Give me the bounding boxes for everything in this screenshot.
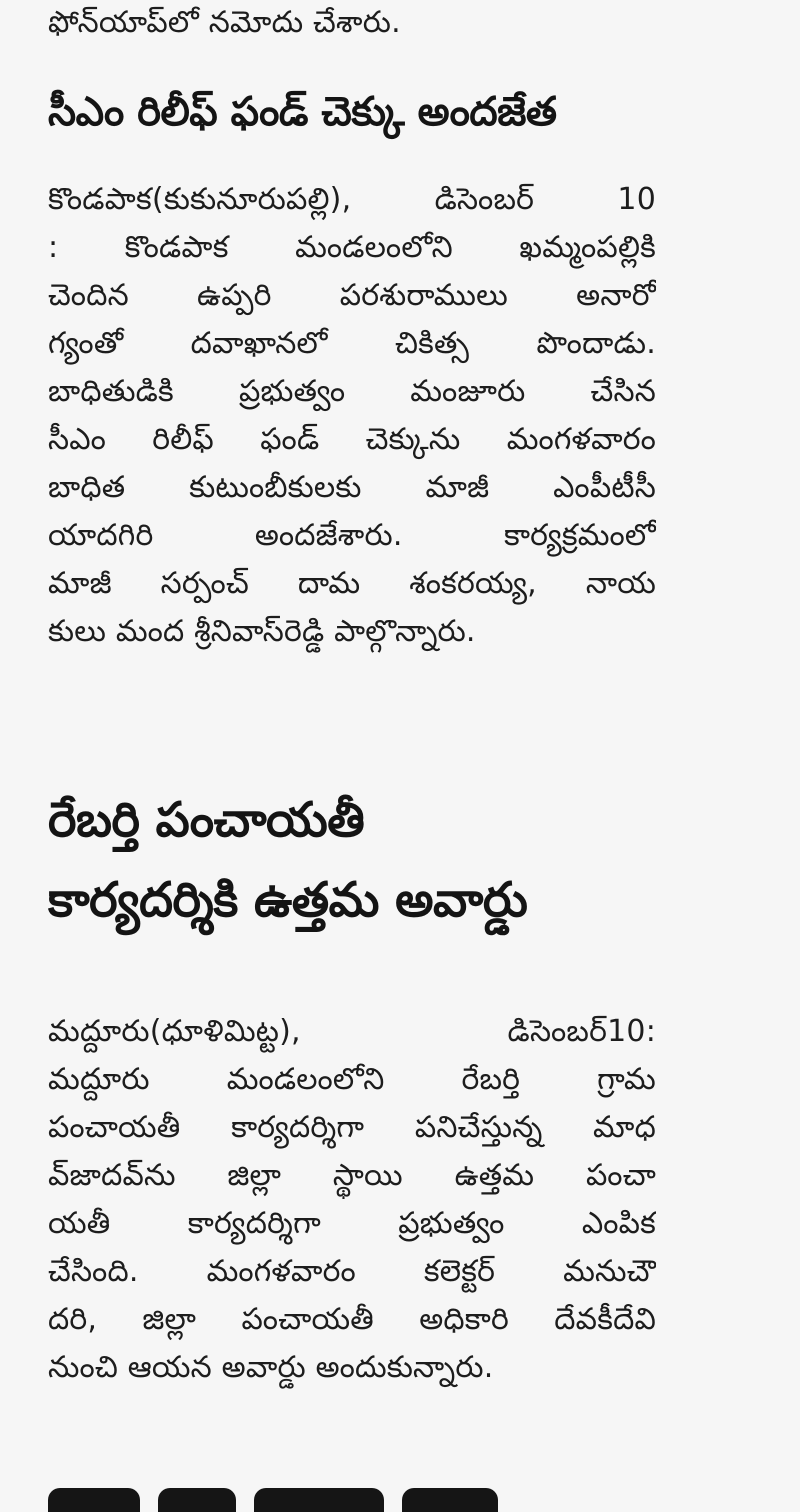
article-body [48, 1008, 656, 1392]
body-line: యాదగిరి అందజేశారు. కార్యక్రమంలో [48, 518, 656, 553]
body-line: బాధితుడికి ప్రభుత్వం మంజూరు చేసిన [48, 374, 656, 409]
body-line: కొండపాక(కుకునూరుపల్లి), డిసెంబర్ 10 [48, 182, 656, 217]
article-cm-relief-fund [48, 80, 656, 144]
body-line: నుంచి ఆయన అవార్డు అందుకున్నారు. [48, 1350, 494, 1385]
previous-article-tail [48, 0, 656, 46]
previous-article-last-line: ఫోన్‌యాప్‌లో నమోదు చేశారు. [48, 5, 401, 40]
article-body [48, 176, 656, 656]
body-line: కులు మంద శ్రీనివాస్‌రెడ్డి పాల్గొన్నారు. [48, 614, 476, 649]
next-headline-cutoff [48, 1488, 588, 1512]
body-line: యతీ కార్యదర్శిగా ప్రభుత్వం ఎంపిక [48, 1206, 656, 1241]
article-best-secretary-award [48, 780, 656, 940]
body-line: పంచాయతీ కార్యదర్శిగా పనిచేస్తున్న మాధ [48, 1110, 656, 1145]
body-line: చేసింది. మంగళవారం కలెక్టర్ మనుచౌ [48, 1254, 656, 1289]
body-line: : కొండపాక మండలంలోని ఖమ్మంపల్లికి [48, 230, 656, 265]
article-headline: సీఎం రిలీఫ్ ఫండ్ చెక్కు అందజేత [48, 89, 557, 135]
body-line: చెందిన ఉప్పరి పరశురాములు అనారో [48, 278, 656, 313]
body-line: గ్యంతో దవాఖానలో చికిత్స పొందాడు. [48, 326, 656, 361]
body-line: సీఎం రిలీఫ్ ఫండ్ చెక్కును మంగళవారం [48, 422, 656, 457]
article-headline-line-2: కార్యదర్శికి ఉత్తమ అవార్డు [48, 872, 528, 928]
article-headline-line-1: రేబర్తి పంచాయతీ [48, 792, 365, 848]
body-line: మాజీ సర్పంచ్ దామ శంకరయ్య, నాయ [48, 566, 656, 601]
body-line: దరి, జిల్లా పంచాయతీ అధికారి దేవకీదేవి [48, 1302, 656, 1337]
body-line: బాధిత కుటుంబీకులకు మాజీ ఎంపీటీసీ [48, 470, 656, 505]
body-line: మద్దూరు మండలంలోని రేబర్తి గ్రామ [48, 1062, 656, 1097]
body-line: వ్‌జాదవ్‌ను జిల్లా స్థాయి ఉత్తమ పంచా [48, 1158, 656, 1193]
body-line: మద్దూరు(ధూళిమిట్ట), డిసెంబర్10: [48, 1014, 656, 1049]
